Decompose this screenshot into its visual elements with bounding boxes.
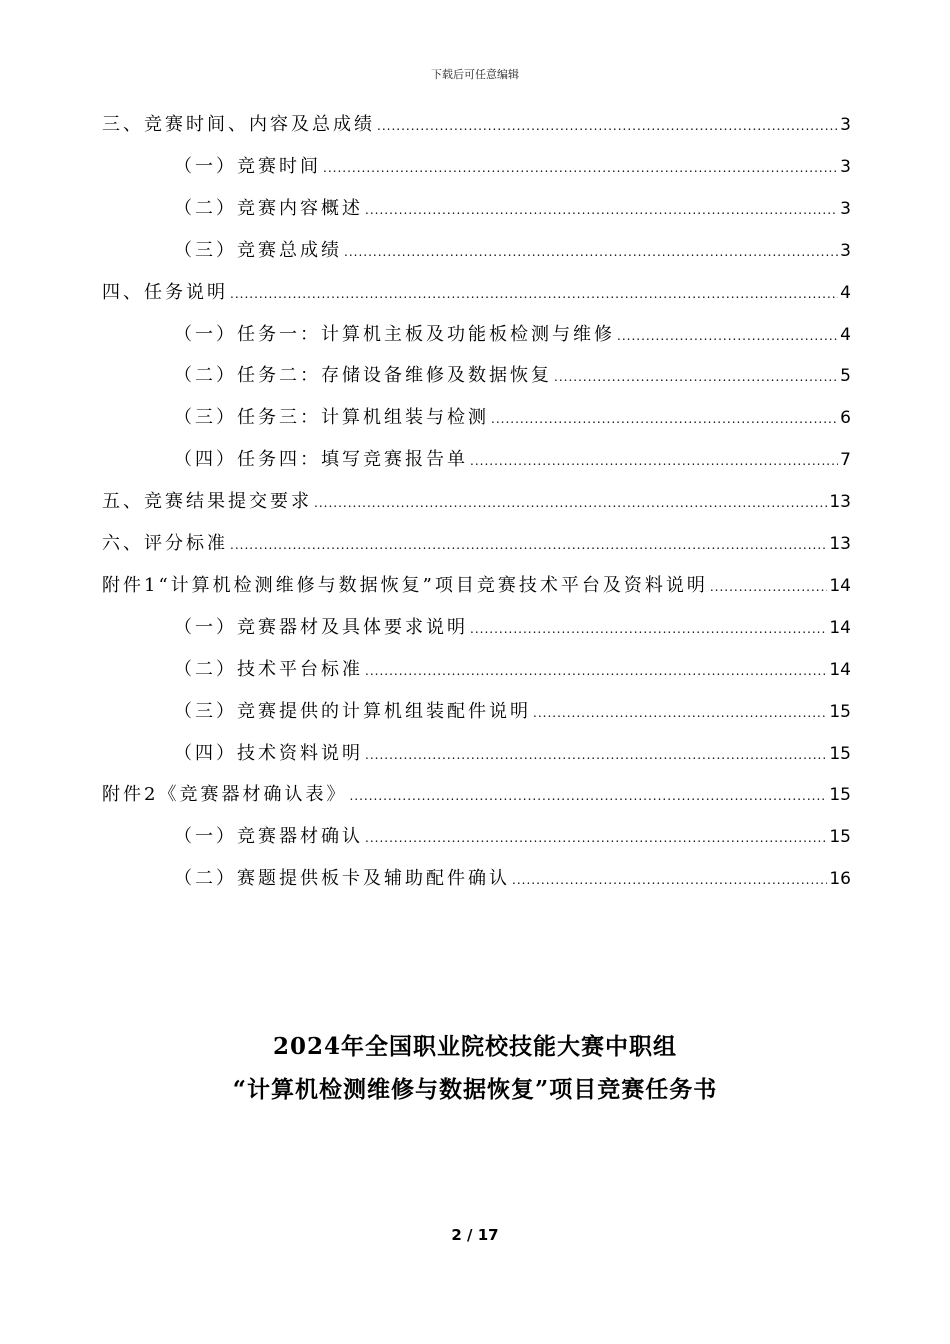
toc-entry-title: （一）竞赛器材及具体要求说明 <box>174 617 468 638</box>
toc-entry-title: （三）任务三：计算机组装与检测 <box>174 407 489 428</box>
toc-entry-title: 附件2《竞赛器材确认表》 <box>102 784 348 805</box>
toc-entry-title: （四）任务四：填写竞赛报告单 <box>174 449 468 470</box>
toc-dot-leader <box>470 454 838 468</box>
toc-entry[interactable] <box>102 110 851 138</box>
document-title-line-1: 2024年全国职业院校技能大赛中职组 <box>272 1033 677 1060</box>
toc-dot-leader <box>230 287 838 301</box>
toc-dot-leader <box>365 831 827 845</box>
toc-entry-title: （二）竞赛内容概述 <box>174 198 363 219</box>
toc-dot-leader <box>533 706 827 720</box>
toc-dot-leader <box>554 370 838 384</box>
toc-entry-title: 附件1“计算机检测维修与数据恢复”项目竞赛技术平台及资料说明 <box>102 575 708 596</box>
toc-entry[interactable] <box>174 361 851 389</box>
toc-entry-title: （一）任务一：计算机主板及功能板检测与维修 <box>174 324 615 345</box>
toc-entry[interactable] <box>174 822 851 850</box>
toc-dot-leader <box>314 496 827 510</box>
page-number: 2 / 17 <box>451 1226 499 1244</box>
toc-entry[interactable] <box>174 697 851 725</box>
document-title-line-2: “计算机检测维修与数据恢复”项目竞赛任务书 <box>232 1076 718 1103</box>
toc-entry-page-number: 15 <box>829 744 851 764</box>
toc-entry[interactable] <box>174 613 851 641</box>
toc-entry-page-number: 13 <box>829 534 851 554</box>
toc-entry[interactable] <box>174 236 851 264</box>
toc-entry-page-number: 3 <box>840 157 851 177</box>
toc-entry-page-number: 13 <box>829 492 851 512</box>
toc-dot-leader <box>230 538 827 552</box>
toc-entry[interactable] <box>174 445 851 473</box>
toc-dot-leader <box>365 664 827 678</box>
toc-entry-page-number: 14 <box>829 660 851 680</box>
toc-dot-leader <box>512 873 827 887</box>
toc-entry-page-number: 3 <box>840 241 851 261</box>
toc-dot-leader <box>470 622 827 636</box>
toc-entry-title: 六、评分标准 <box>102 533 228 554</box>
toc-entry[interactable] <box>102 780 851 808</box>
toc-dot-leader <box>617 329 838 343</box>
toc-entry-title: （二）技术平台标准 <box>174 659 363 680</box>
toc-entry[interactable] <box>174 320 851 348</box>
toc-entry[interactable] <box>174 194 851 222</box>
toc-entry-page-number: 7 <box>840 450 851 470</box>
toc-entry-page-number: 4 <box>840 283 851 303</box>
toc-dot-leader <box>491 412 838 426</box>
toc-entry[interactable] <box>102 278 851 306</box>
toc-dot-leader <box>349 789 827 803</box>
toc-entry-title: 三、竞赛时间、内容及总成绩 <box>102 114 375 135</box>
toc-dot-leader <box>377 119 838 133</box>
toc-entry-page-number: 4 <box>840 325 851 345</box>
toc-entry-page-number: 3 <box>840 115 851 135</box>
page-header: 下载后可任意编辑 <box>431 68 519 81</box>
toc-dot-leader <box>344 245 838 259</box>
toc-entry-title: （一）竞赛时间 <box>174 156 321 177</box>
toc-dot-leader <box>710 580 828 594</box>
toc-entry-page-number: 14 <box>829 618 851 638</box>
toc-entry[interactable] <box>174 403 851 431</box>
toc-entry-title: 四、任务说明 <box>102 282 228 303</box>
toc-entry-title: （二）任务二：存储设备维修及数据恢复 <box>174 365 552 386</box>
toc-dot-leader <box>365 748 827 762</box>
toc-entry[interactable] <box>102 487 851 515</box>
toc-entry-title: （四）技术资料说明 <box>174 743 363 764</box>
toc-entry-title: （三）竞赛提供的计算机组装配件说明 <box>174 701 531 722</box>
toc-entry-page-number: 6 <box>840 408 851 428</box>
toc-entry-page-number: 5 <box>840 366 851 386</box>
toc-dot-leader <box>365 203 838 217</box>
toc-entry-page-number: 3 <box>840 199 851 219</box>
toc-entry-page-number: 15 <box>829 827 851 847</box>
toc-entry-title: （二）赛题提供板卡及辅助配件确认 <box>174 868 510 889</box>
toc-entry[interactable] <box>174 152 851 180</box>
toc-entry-title: （一）竞赛器材确认 <box>174 826 363 847</box>
toc-dot-leader <box>323 161 838 175</box>
toc-entry-page-number: 15 <box>829 702 851 722</box>
toc-entry[interactable] <box>174 655 851 683</box>
toc-entry-page-number: 15 <box>829 785 851 805</box>
toc-entry-title: （三）竞赛总成绩 <box>174 240 342 261</box>
toc-entry[interactable] <box>174 864 851 892</box>
toc-entry-page-number: 16 <box>829 869 851 889</box>
toc-entry-title: 五、竞赛结果提交要求 <box>102 491 312 512</box>
toc-entry[interactable] <box>174 739 851 767</box>
toc-entry-page-number: 14 <box>829 576 851 596</box>
toc-entry[interactable] <box>102 571 851 599</box>
toc-entry[interactable] <box>102 529 851 557</box>
